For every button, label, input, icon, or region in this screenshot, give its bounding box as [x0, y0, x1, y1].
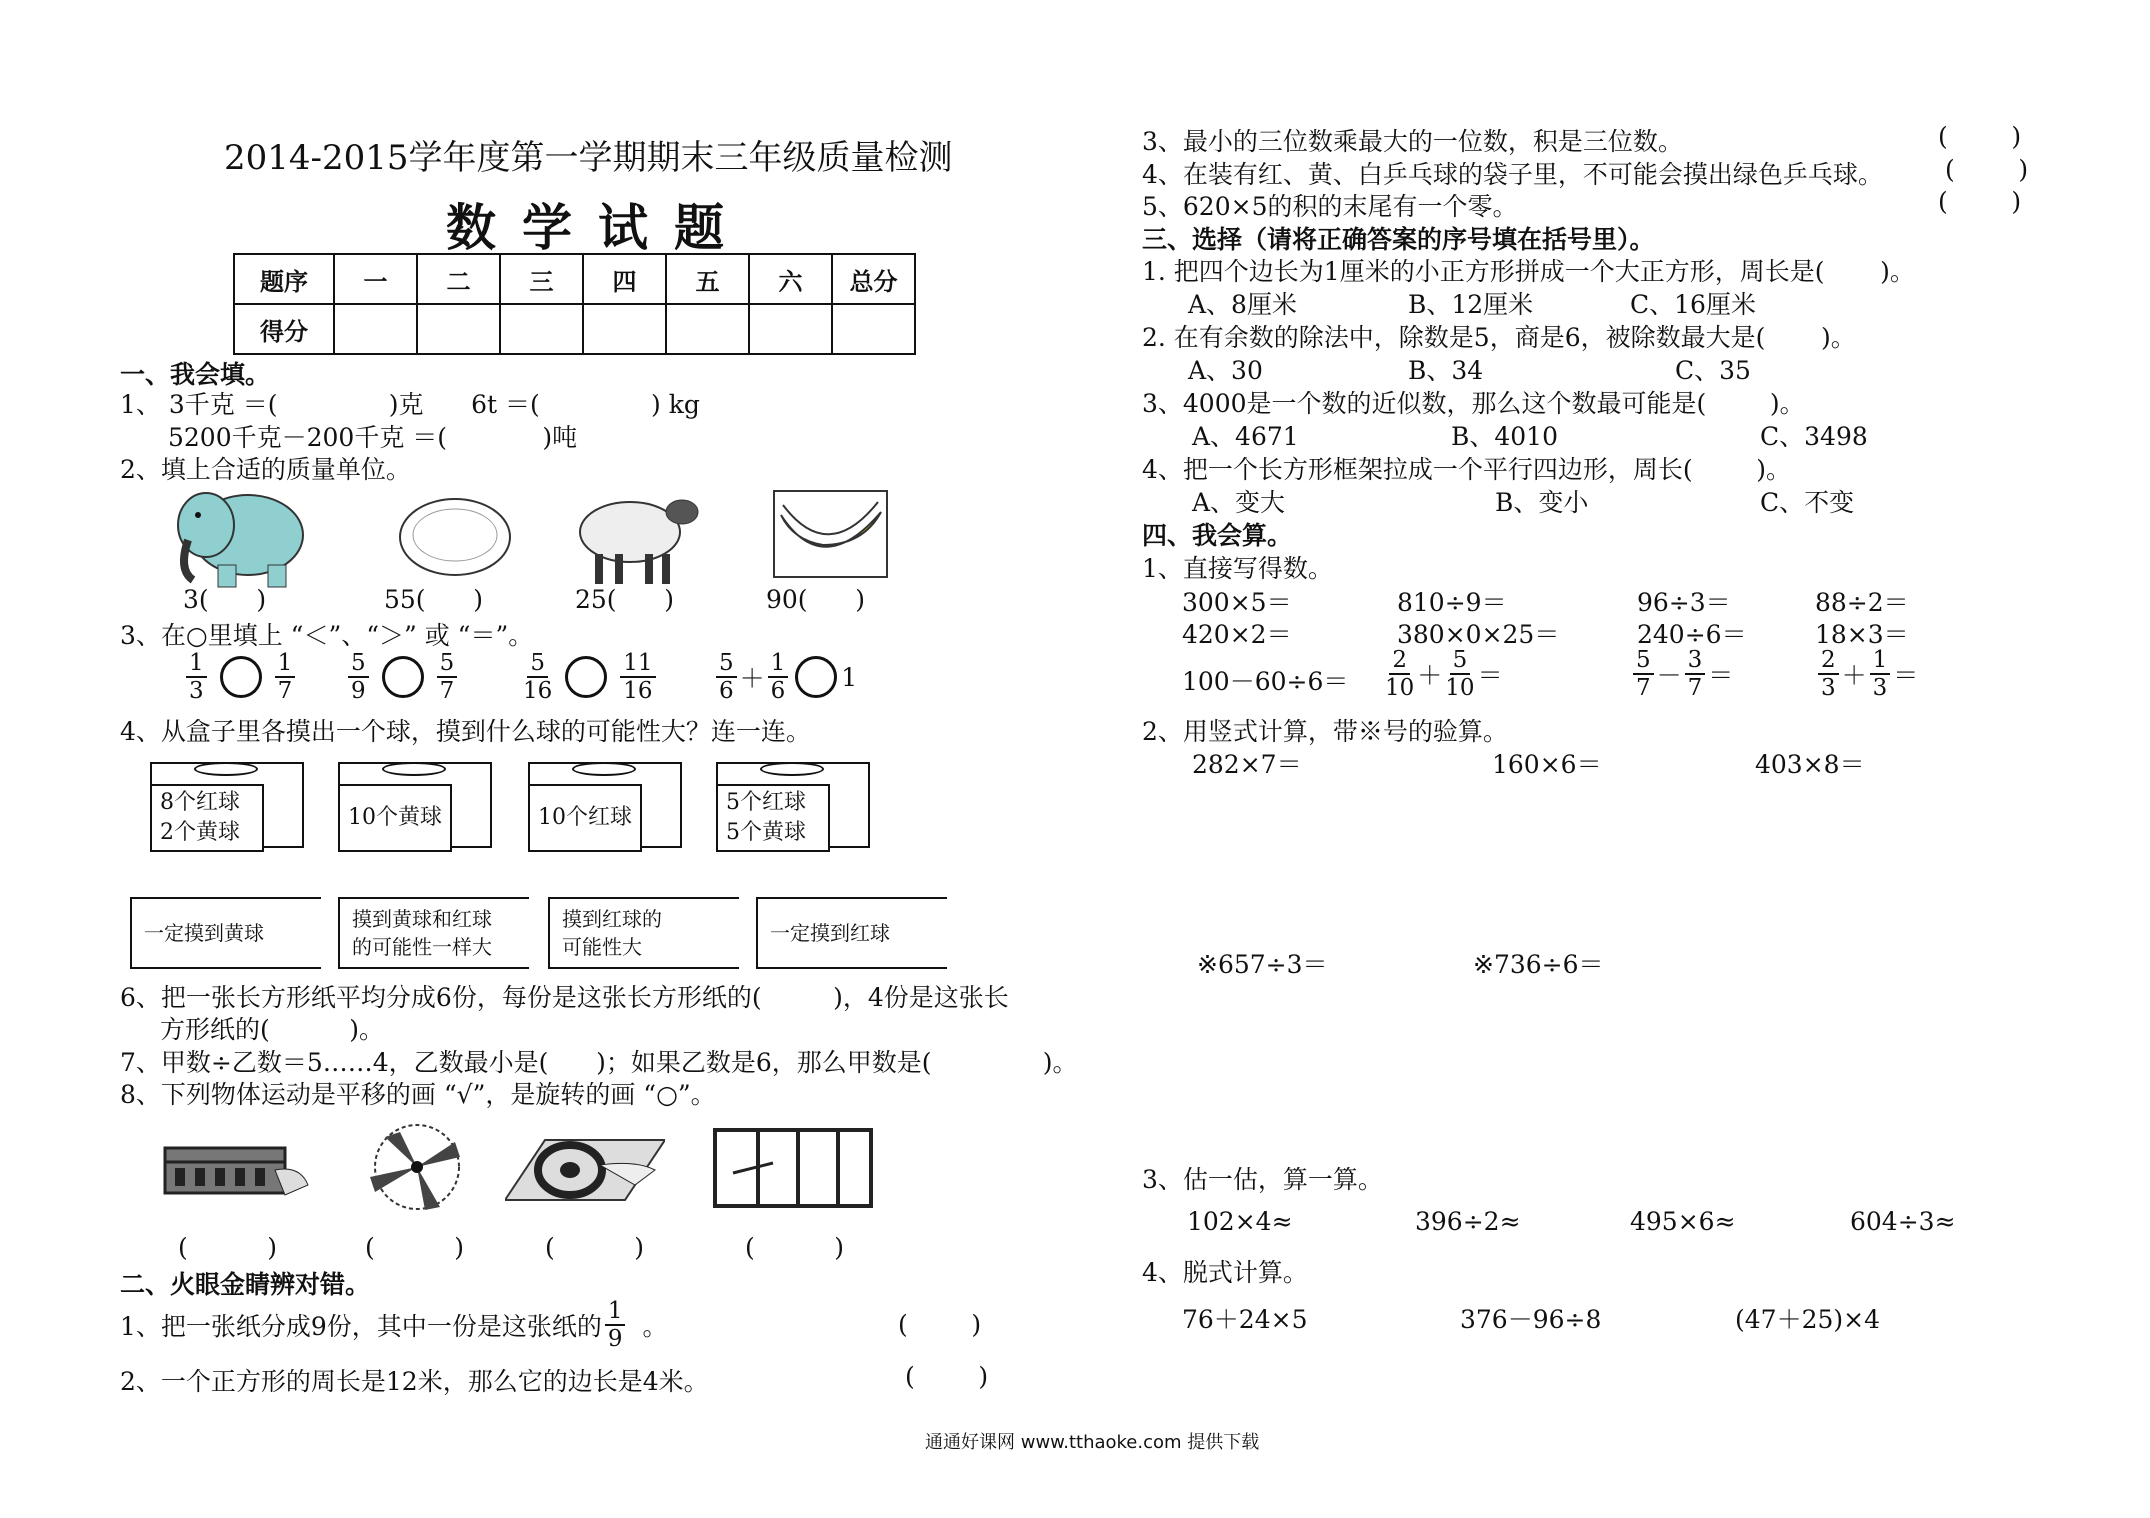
ball-box — [338, 762, 492, 848]
judge-answer[interactable]: ( ) — [905, 1362, 989, 1391]
score-row-label: 得分 — [234, 304, 334, 354]
footer-source: 通通好课网 www.tthaoke.com 提供下载 — [925, 1432, 1260, 1453]
option[interactable]: A、30 — [1188, 356, 1263, 385]
option[interactable]: C、35 — [1675, 356, 1751, 385]
score-cell[interactable] — [417, 304, 500, 354]
score-header-cell: 三 — [500, 254, 583, 304]
score-cell[interactable] — [500, 304, 583, 354]
question-3-2: 2. 在有余数的除法中，除数是5，商是6，被除数最大是( )。 — [1142, 323, 1856, 352]
fraction: $\frac{5}{6}$ — [716, 650, 737, 704]
score-cell[interactable] — [749, 304, 832, 354]
calc-fraction-b: $\frac{5}{7}$ － $\frac{3}{7}$ ＝ — [1630, 647, 1733, 701]
score-cell[interactable] — [832, 304, 915, 354]
score-header-cell: 五 — [666, 254, 749, 304]
score-table — [233, 253, 916, 355]
ball-box — [716, 762, 870, 848]
section-1-heading: 一、我会填。 — [120, 360, 271, 389]
calc-item: 160×6＝ — [1492, 750, 1602, 779]
q2-answer-sheep[interactable]: 25( ) — [575, 585, 674, 614]
question-1-8: 8、下列物体运动是平移的画 “√”，是旋转的画 “○”。 — [120, 1080, 716, 1109]
q8-answer[interactable]: ( ) — [365, 1233, 464, 1262]
abacus-icon — [160, 1140, 310, 1205]
q8-answer[interactable]: ( ) — [545, 1233, 644, 1262]
calc-fraction-c: $\frac{2}{3}$ ＋ $\frac{1}{3}$ ＝ — [1815, 647, 1918, 701]
calc-item: 282×7＝ — [1192, 750, 1302, 779]
compare-circle[interactable] — [220, 656, 262, 698]
question-4-1: 1、直接写得数。 — [1142, 554, 1333, 583]
judge-answer[interactable]: ( ) — [1938, 122, 2022, 151]
question-1-6: 6、把一张长方形纸平均分成6份，每份是这张长方形纸的( )，4份是这张长 — [120, 983, 1009, 1012]
score-header-cell: 六 — [749, 254, 832, 304]
score-header-cell: 一 — [334, 254, 417, 304]
calc-item: 88÷2＝ — [1815, 588, 1909, 617]
calc-item: 100－60÷6＝ — [1182, 667, 1349, 696]
window-icon — [713, 1128, 873, 1208]
score-cell[interactable] — [583, 304, 666, 354]
question-1-2: 2、填上合适的质量单位。 — [120, 455, 411, 484]
box-opening — [382, 762, 446, 776]
compare-a — [183, 650, 298, 704]
calc-item: 102×4≈ — [1187, 1207, 1293, 1236]
question-1-4: 4、从盒子里各摸出一个球，摸到什么球的可能性大？连一连。 — [120, 717, 811, 746]
elephant-icon — [168, 480, 318, 590]
question-3-1: 1. 把四个边长为1厘米的小正方形拼成一个大正方形，周长是( )。 — [1142, 257, 1915, 286]
box-opening — [572, 762, 636, 776]
calc-item: 604÷3≈ — [1850, 1207, 1956, 1236]
question-1-6b: 方形纸的( )。 — [160, 1015, 384, 1044]
question-4-2: 2、用竖式计算，带※号的验算。 — [1142, 717, 1508, 746]
question-2-1: 1、把一张纸分成9份，其中一份是这张纸的 $\frac{1}{9}$ 。 — [120, 1298, 668, 1352]
score-cell[interactable] — [666, 304, 749, 354]
fraction: $\frac{5}{10}$ — [1445, 647, 1475, 701]
calc-item: 18×3＝ — [1815, 620, 1909, 649]
question-1-1: 1、 3千克 ＝( )克 6t ＝( ) kg — [120, 390, 700, 419]
egg-icon — [395, 495, 515, 580]
fan-icon — [355, 1122, 480, 1212]
question-2-5: 5、620×5的积的末尾有一个零。 — [1142, 192, 1518, 221]
option[interactable]: A、变大 — [1192, 488, 1286, 517]
question-1-1b: 5200千克－200千克 ＝( )吨 — [168, 423, 578, 452]
option[interactable]: B、变小 — [1495, 488, 1589, 517]
steering-wheel-icon — [505, 1130, 665, 1210]
option[interactable]: C、3498 — [1760, 422, 1868, 451]
calc-item: 96÷3＝ — [1637, 588, 1731, 617]
fraction: $\frac{1}{7}$ — [275, 650, 296, 704]
score-cell[interactable] — [334, 304, 417, 354]
judge-answer[interactable]: ( ) — [898, 1310, 982, 1339]
section-4-heading: 四、我会算。 — [1142, 521, 1293, 550]
possibility-label[interactable]: 一定摸到红球 — [756, 897, 947, 969]
score-header-cell: 题序 — [234, 254, 334, 304]
box-label: 8个红球 2个黄球 — [150, 784, 264, 852]
box-opening — [194, 762, 258, 776]
calc-item: (47＋25)×4 — [1735, 1305, 1880, 1334]
possibility-label[interactable]: 摸到黄球和红球 的可能性一样大 — [338, 897, 529, 969]
exam-title: 2014-2015学年度第一学期期末三年级质量检测 — [224, 138, 953, 178]
judge-answer[interactable]: ( ) — [1945, 155, 2029, 184]
calc-item: 380×0×25＝ — [1397, 620, 1560, 649]
fraction: $\frac{1}{6}$ — [768, 650, 789, 704]
ball-box — [528, 762, 682, 848]
compare-circle[interactable] — [565, 656, 607, 698]
calc-item: 76＋24×5 — [1182, 1305, 1308, 1334]
calc-item: 420×2＝ — [1182, 620, 1292, 649]
possibility-label[interactable]: 摸到红球的 可能性大 — [548, 897, 739, 969]
calc-item: 376－96÷8 — [1460, 1305, 1602, 1334]
fraction: $\frac{5}{7}$ — [1633, 647, 1654, 701]
section-2-heading: 二、火眼金睛辨对错。 — [120, 1270, 371, 1299]
section-3-heading: 三、选择（请将正确答案的序号填在括号里）。 — [1142, 225, 1655, 254]
question-3-3: 3、4000是一个数的近似数，那么这个数最可能是( )。 — [1142, 389, 1805, 418]
box-opening — [760, 762, 824, 776]
exam-subtitle: 数学试题 — [446, 198, 750, 257]
score-header-cell: 四 — [583, 254, 666, 304]
score-header-cell: 二 — [417, 254, 500, 304]
option[interactable]: C、不变 — [1760, 488, 1855, 517]
question-2-4: 4、在装有红、黄、白乒乓球的袋子里，不可能会摸出绿色乒乓球。 — [1142, 160, 1883, 189]
fraction: $\frac{2}{3}$ — [1818, 647, 1839, 701]
option[interactable]: C、16厘米 — [1630, 290, 1756, 319]
judge-answer[interactable]: ( ) — [1938, 187, 2022, 216]
calc-item: 300×5＝ — [1182, 588, 1292, 617]
question-4-4: 4、脱式计算。 — [1142, 1258, 1308, 1287]
fraction: $\frac{11}{16}$ — [620, 650, 655, 704]
option[interactable]: B、12厘米 — [1408, 290, 1534, 319]
sheep-icon — [570, 482, 705, 587]
compare-d: $\frac{5}{6}$ ＋ $\frac{1}{6}$ 1 — [713, 650, 857, 704]
calc-fraction-a: $\frac{2}{10}$ ＋ $\frac{5}{10}$ ＝ — [1385, 647, 1503, 701]
calc-item: 403×8＝ — [1755, 750, 1865, 779]
compare-b — [345, 650, 460, 704]
q2-answer-banana[interactable]: 90( ) — [766, 585, 865, 614]
calc-item: 240÷6＝ — [1637, 620, 1747, 649]
question-2-2: 2、一个正方形的周长是12米，那么它的边长是4米。 — [120, 1367, 709, 1396]
option[interactable]: B、4010 — [1451, 422, 1558, 451]
q2-answer-egg[interactable]: 55( ) — [384, 585, 483, 614]
banana-icon — [773, 490, 888, 578]
q2-answer-elephant[interactable]: 3( ) — [183, 585, 267, 614]
calc-item: 810÷9＝ — [1397, 588, 1507, 617]
option[interactable]: B、34 — [1408, 356, 1484, 385]
box-label: 10个红球 — [528, 784, 642, 852]
box-label: 5个红球 5个黄球 — [716, 784, 830, 852]
fraction: $\frac{2}{10}$ — [1385, 647, 1415, 701]
possibility-label[interactable]: 一定摸到黄球 — [130, 897, 321, 969]
option[interactable]: A、4671 — [1192, 422, 1299, 451]
fraction: $\frac{1}{9}$ — [605, 1298, 626, 1352]
score-header-cell: 总分 — [832, 254, 915, 304]
fraction: $\frac{5}{16}$ — [523, 650, 553, 704]
fraction: $\frac{5}{7}$ — [437, 650, 458, 704]
q8-answer[interactable]: ( ) — [178, 1233, 277, 1262]
compare-circle[interactable] — [795, 656, 837, 698]
fraction: $\frac{1}{3}$ — [186, 650, 207, 704]
calc-item: 495×6≈ — [1630, 1207, 1736, 1236]
question-2-3: 3、最小的三位数乘最大的一位数，积是三位数。 — [1142, 127, 1683, 156]
fraction: $\frac{5}{9}$ — [348, 650, 369, 704]
question-1-3: 3、在○里填上 “＜”、“＞” 或 “＝”。 — [120, 621, 534, 650]
calc-item: 396÷2≈ — [1415, 1207, 1521, 1236]
fraction: $\frac{1}{3}$ — [1870, 647, 1891, 701]
compare-circle[interactable] — [382, 656, 424, 698]
compare-c — [520, 650, 659, 704]
question-4-3: 3、估一估，算一算。 — [1142, 1165, 1383, 1194]
question-3-4: 4、把一个长方形框架拉成一个平行四边形，周长( )。 — [1142, 455, 1791, 484]
box-label: 10个黄球 — [338, 784, 452, 852]
calc-item: ※736÷6＝ — [1473, 950, 1604, 979]
calc-item: ※657÷3＝ — [1197, 950, 1328, 979]
q8-answer[interactable]: ( ) — [745, 1233, 844, 1262]
question-1-7: 7、甲数÷乙数＝5……4，乙数最小是( )；如果乙数是6，那么甲数是( )。 — [120, 1048, 1078, 1077]
ball-box — [150, 762, 304, 848]
option[interactable]: A、8厘米 — [1188, 290, 1297, 319]
fraction: $\frac{3}{7}$ — [1685, 647, 1706, 701]
